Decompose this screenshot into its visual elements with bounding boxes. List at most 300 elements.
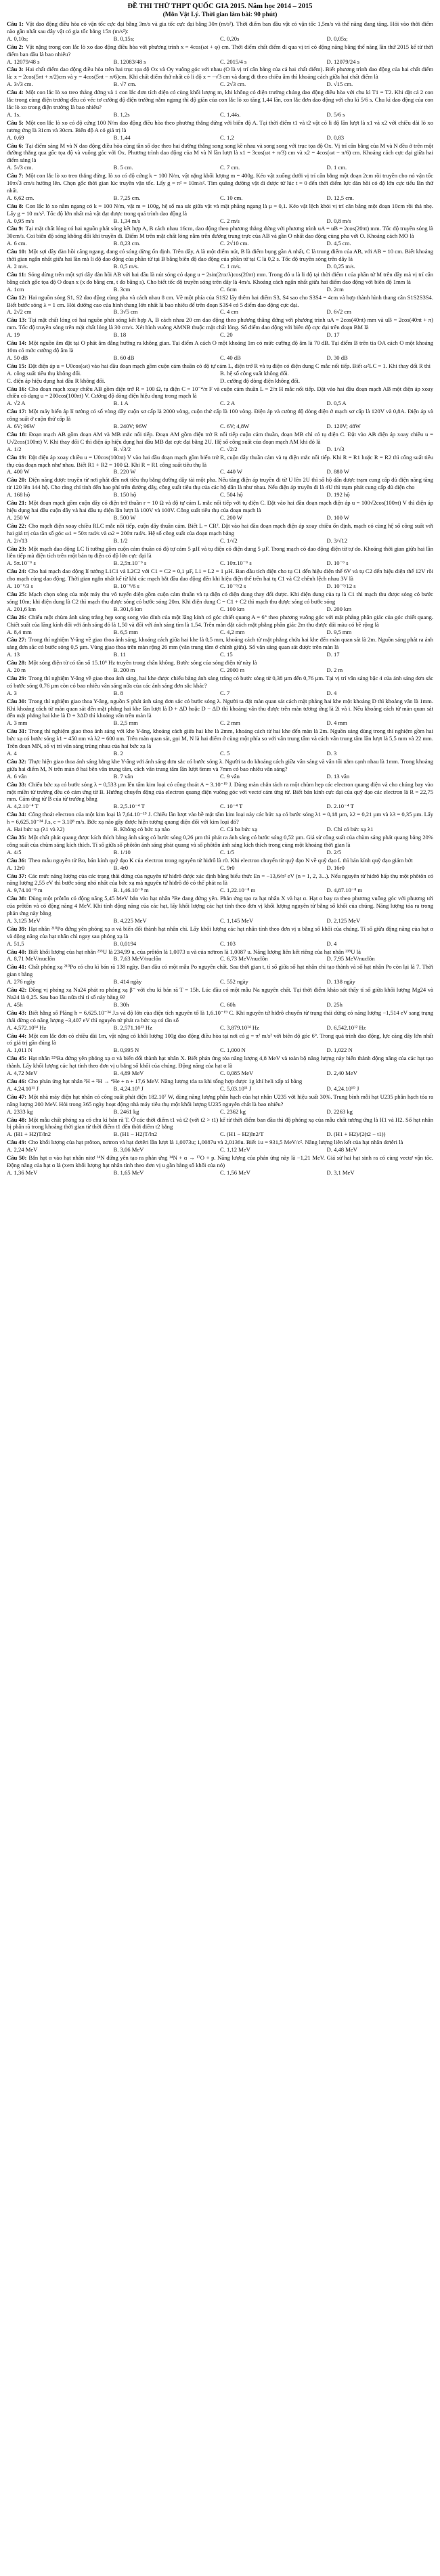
answer-options bbox=[7, 468, 433, 476]
question-text: Đặt điện áp xoay chiều u = U0cos(100πt) V vào hai đầu đoạn mạch gồm biến trở R, cuộn dây thuần cảm và tụ điện mắc nối tiếp. Khi R = R1 hoặc R = R2 thì công suất tiêu thụ của đoạn mạch như nhau. Biết R1 + R2 = 100 Ω. Khi R = R1 công suất tiêu thụ là bbox=[7, 453, 433, 468]
question-number: Câu 28: bbox=[7, 659, 26, 667]
question-number: Câu 11: bbox=[7, 270, 26, 278]
answer-option: A. 4,572.10¹⁴ Hz bbox=[7, 1023, 47, 1031]
answer-option: A. 12079/48 s bbox=[7, 58, 40, 65]
answer-options bbox=[7, 826, 433, 833]
answer-option: A. 0,69 bbox=[7, 133, 24, 141]
answer-option: B. 4,89 MeV bbox=[113, 1070, 144, 1077]
answer-option: C. 552 ngày bbox=[220, 978, 248, 986]
answer-option: A. 400 W bbox=[7, 468, 30, 476]
question-item bbox=[7, 1032, 433, 1055]
question-item bbox=[7, 986, 433, 1009]
question-item bbox=[7, 727, 433, 757]
question-number: Câu 34: bbox=[7, 811, 26, 818]
answer-option: A. 2333 kg bbox=[7, 1107, 33, 1115]
answer-option: D. 4,87.10⁻⁸ m bbox=[326, 887, 363, 894]
answer-option: B. 301,6 km bbox=[113, 605, 142, 612]
question-text: Cho đoạn mạch xoay chiều AB gồm điện trở R = 100 Ω, tụ điện C = 10⁻⁴/π F và cuộn cảm thuần L = 2/π H mắc nối tiếp. Đặt vào hai đầu đoạn mạch AB một điện áp xoay chiều có dạng u = 200cos(100πt) V. Cường độ dòng điện hiệu dụng trong mạch là bbox=[7, 385, 433, 400]
answer-option: C. 1,12 MeV bbox=[220, 1146, 250, 1154]
question-number: Câu 13: bbox=[7, 316, 27, 324]
answer-option: B. 500 W bbox=[113, 513, 136, 521]
question-number: Câu 31: bbox=[7, 727, 27, 735]
question-text: Một sóng điện từ có tần số 15.10⁶ Hz truyền trong chân không. Bước sóng của sóng điện từ này là bbox=[28, 659, 257, 667]
question-item bbox=[7, 811, 433, 833]
answer-option: C. 20 bbox=[220, 331, 233, 339]
question-text: Trong thí nghiệm Y-âng về giao thoa ánh sáng, hai khe được chiếu bằng ánh sáng trắng có bước sóng từ 0,38 µm đến 0,76 µm. Tại vị trí vân sáng bậc 4 của ánh sáng đơn sắc có bước sóng 0,76 µm còn có bao nhiêu vân sáng nữa của các ánh sáng đơn sắc khác? bbox=[7, 674, 434, 689]
question-number: Câu 38: bbox=[7, 895, 27, 902]
question-item bbox=[7, 857, 433, 872]
question-item bbox=[7, 872, 433, 895]
answer-option: D. 4 bbox=[326, 689, 337, 696]
question-item bbox=[7, 895, 433, 925]
question-number: Câu 9: bbox=[7, 225, 24, 232]
question-text: Biết hằng số Plăng h = 6,625.10⁻³⁴ J.s và độ lớn của điện tích nguyên tố là 1,6.10⁻¹⁹ C. Khi nguyên tử hiđrô chuyển từ trạng thái dừng có năng lượng −1,514 eV sang trạng thái dừng có năng lượng −3,407 eV thì nguyên tử phát ra bức xạ có tần số bbox=[7, 1009, 433, 1023]
question-number: Câu 24: bbox=[7, 568, 26, 575]
answer-option: C. 1,56 MeV bbox=[220, 1168, 250, 1176]
question-item bbox=[7, 1078, 433, 1093]
question-text: Một con lắc lò xo treo thẳng đứng và 1 con lắc đơn tích điện có cùng khối lượng m, khi không có điện trường chúng dao động điều hòa với chu kì T1 = T2. Khi đặt cả 2 con lắc trong cùng điện trường đều có véc tơ cường độ điện trường nằm ngang thì độ giãn của con lắc lò xo tăng 1,44 lần, con lắc đơn dao động với chu kì 5/6 s. Chu kì dao động của con lắc lò xo trong điện trường là bao nhiêu? bbox=[7, 89, 433, 110]
answer-option: C. 2362 kg bbox=[220, 1107, 246, 1115]
question-item bbox=[7, 758, 433, 780]
question-number: Câu 40: bbox=[7, 948, 26, 955]
answer-options bbox=[7, 955, 433, 963]
question-item bbox=[7, 1093, 433, 1116]
answer-option: D. 2,125 MeV bbox=[326, 916, 361, 924]
answer-option: A. 3 mm bbox=[7, 719, 28, 727]
answer-option: B. 1 A bbox=[113, 400, 129, 407]
question-text: Cho mạch điện xoay chiều RLC mắc nối tiếp, cuộn dây thuần cảm. Biết L = CR². Đặt vào hai đầu đoạn mạch điện áp xoay chiều ổn định, mạch có cùng hệ số công suất với hai giá trị của tần số góc ω1 = 50π rad/s và ω2 = 200π rad/s. Hệ số công suất của đoạn mạch bằng bbox=[7, 522, 433, 536]
question-number: Câu 32: bbox=[7, 757, 26, 765]
answer-option: A. 250 W bbox=[7, 513, 30, 521]
answer-option: B. 7 vân bbox=[113, 772, 133, 780]
answer-option: C. 3,879.10¹⁴ Hz bbox=[220, 1023, 259, 1031]
answer-options bbox=[7, 240, 433, 247]
question-text: Bắn hạt α vào hạt nhân nitơ ¹⁴N đứng yên tạo ra phản ứng ¹⁴N + α → ¹⁷O + p. Năng lượng của phản ứng này là −1,21 MeV. Giả sử hai hạt sinh ra có cùng vectơ vận tốc. Động năng của hạt α là (xem khối lượng hạt nhân tính theo đơn vị u gần bằng số khối của nó) bbox=[7, 1154, 434, 1168]
answer-option: B. 5 cm. bbox=[113, 164, 133, 171]
answer-option: B. 3cm bbox=[113, 285, 131, 293]
question-item bbox=[7, 948, 433, 963]
answer-option: C. √2/2 bbox=[220, 445, 238, 452]
question-item bbox=[7, 316, 433, 339]
answer-options bbox=[7, 651, 433, 658]
answer-option: C. 1/√2 bbox=[220, 536, 238, 544]
answer-option: D. 3,1 MeV bbox=[326, 1168, 355, 1176]
question-item bbox=[7, 614, 433, 636]
answer-option: B. 2461 kg bbox=[113, 1107, 139, 1115]
answer-option: C. 100 km bbox=[220, 605, 245, 612]
answer-options bbox=[7, 667, 433, 674]
answer-option: C. 15 bbox=[220, 651, 233, 658]
question-item bbox=[7, 43, 433, 66]
answer-options bbox=[7, 849, 433, 856]
question-text: Một nguồn âm đặt tại O phát âm đẳng hướng ra không gian. Tại điểm A cách O một khoảng 1m có mức cường độ âm là 70 dB. Tại điểm B trên tia OA cách O một khoảng 10m có mức cường độ âm là bbox=[7, 339, 433, 354]
question-text: Hai nguồn sóng S1, S2 dao động cùng pha và cách nhau 8 cm. Về một phía của S1S2 lấy thêm hai điểm S3, S4 sao cho S3S4 = 4cm và hợp thành hình thang cân S1S2S3S4. Biết bước sóng λ = 1 cm. Hỏi đường cao của hình thang lớn nhất là bao nhiêu để trên đoạn S3S4 có 5 điểm dao động cực đại. bbox=[7, 293, 433, 308]
answer-option: C. 7 cm. bbox=[220, 164, 240, 171]
answer-option: C. 2015/4 s bbox=[220, 58, 247, 65]
answer-option: C. 5,03.10¹¹ J bbox=[220, 1084, 252, 1092]
answer-option: C. 0,20s bbox=[220, 35, 240, 42]
answer-options bbox=[7, 750, 433, 757]
answer-option: D. 200 km bbox=[326, 605, 352, 612]
answer-option: C. (H1 − H2)ln2/T bbox=[220, 1131, 264, 1138]
answer-option: A. 6 vân bbox=[7, 772, 27, 780]
question-text: Một con lắc lò xo treo thẳng đứng, lò xo có độ cứng k = 100 N/m, vật nặng khối lượng m = 400g. Kéo vật xuống dưới vị trí cân bằng một đoạn 2cm rồi truyền cho nó vận tốc 10π√3 cm/s hướng lên. Chọn gốc thời gian lúc truyền vận tốc. Lấy g = π² = 10m/s². Tìm quãng đường vật đi được từ lúc t = 0 đến thời điểm lực đàn hồi có độ lớn cực tiểu lần thứ nhất. bbox=[7, 172, 434, 194]
question-item bbox=[7, 172, 433, 202]
answer-option: A. (H1 + H2)T/ln2 bbox=[7, 1131, 51, 1138]
answer-option: D. 17 bbox=[326, 651, 340, 658]
answer-option: A. 2,24 MeV bbox=[7, 1146, 38, 1154]
answer-options bbox=[7, 134, 433, 142]
answer-option: C. 2 mm bbox=[220, 719, 240, 727]
question-number: Câu 49: bbox=[7, 1139, 26, 1146]
question-number: Câu 19: bbox=[7, 453, 27, 461]
question-number: Câu 8: bbox=[7, 202, 24, 209]
answer-option: C. 1,2 bbox=[220, 133, 234, 141]
question-text: Cho khối lượng của hạt prôton, nơtron và hạt đơtêri lần lượt là 1,0073u; 1,0087u và 2,0136u. Biết 1u = 931,5 MeV/c². Năng lượng liên kết của hạt nhân đơtêri là bbox=[28, 1139, 403, 1146]
answer-option: C. 1,000 N bbox=[220, 1047, 246, 1054]
question-text: Thực hiện giao thoa ánh sáng bằng khe Y-âng với ánh sáng đơn sắc có bước sóng λ. Người ta đo khoảng cách giữa vân sáng và vân tối nằm cạnh nhau là 1mm. Trong khoảng giữa hai điểm M, N trên màn ở hai bên vân trung tâm, cách vân trung tâm lần lượt 6mm và 7mm có bao nhiêu vân sáng? bbox=[7, 757, 433, 772]
question-item bbox=[7, 522, 433, 545]
answer-option: B. 4,225 MeV bbox=[113, 916, 147, 924]
answer-option: D. 10⁻⁶/12 s bbox=[326, 583, 356, 590]
answer-option: D. 0,5 A bbox=[326, 400, 347, 407]
answer-option: A. 0,95 m/s bbox=[7, 217, 35, 224]
question-text: Một đoạn mạch gồm cuộn dây có điện trở thuần r = 10 Ω và độ tự cảm L mắc nối tiếp với tụ điện C. Đặt vào hai đầu đoạn mạch điện áp u = 100√2cos(100πt) V thì điện áp hiệu dụng hai đầu cuộn dây và hai đầu tụ điện lần lượt là 100V và 100V. Công suất tiêu thụ của đoạn mạch là bbox=[7, 499, 433, 513]
question-item bbox=[7, 963, 433, 986]
exam-subtitle: (Môn Vật Lý. Thời gian làm bài: 90 phút) bbox=[162, 12, 278, 18]
answer-option: D. 16r0 bbox=[326, 864, 345, 871]
answer-option: B. 8 bbox=[113, 689, 123, 696]
answer-option: A. √2 A bbox=[7, 400, 26, 407]
answer-option: A. 1cm bbox=[7, 285, 24, 293]
answer-option: A. công suất tiêu thụ không đổi. bbox=[7, 369, 82, 377]
answer-options bbox=[7, 354, 433, 362]
answer-option: B. 414 ngày bbox=[113, 978, 142, 986]
answer-option: D. 4 mm bbox=[326, 719, 347, 727]
question-text: Một nhà máy điện hạt nhân có công suất phát điện 182.10⁷ W, dùng năng lượng phân hạch của hạt nhân U235 với hiệu suất 30%. Trung bình mỗi hạt U235 phân hạch tỏa ra năng lượng 200 MeV. Hỏi trong 365 ngày hoạt động nhà máy tiêu thụ một khối lượng U235 nguyên chất là bao nhiêu? bbox=[7, 1093, 433, 1107]
answer-options bbox=[7, 58, 433, 66]
answer-options bbox=[7, 514, 433, 522]
answer-options bbox=[7, 1085, 433, 1093]
answer-option: D. 0,8 m/s bbox=[326, 217, 351, 224]
answer-option: D. 6√2 cm bbox=[326, 308, 351, 316]
answer-option: C. 103 bbox=[220, 939, 236, 947]
question-item bbox=[7, 1154, 433, 1177]
answer-options bbox=[7, 263, 433, 270]
answer-option: B. 200 m bbox=[113, 667, 135, 674]
answer-option: C. 5 bbox=[220, 750, 230, 757]
answer-option: A. 168 hộ bbox=[7, 491, 30, 499]
answer-option: C. 9 vân bbox=[220, 772, 240, 780]
answer-options bbox=[7, 887, 433, 894]
answer-option: A. 2 m/s. bbox=[7, 263, 28, 270]
question-item bbox=[7, 431, 433, 453]
answer-option: D. √15 cm. bbox=[326, 81, 353, 88]
answer-option: D. 7,95 MeV/nuclôn bbox=[326, 955, 375, 963]
answer-option: D. 3/√12 bbox=[326, 536, 347, 544]
answer-options bbox=[7, 164, 433, 171]
answer-options bbox=[7, 537, 433, 545]
question-number: Câu 25: bbox=[7, 590, 27, 597]
answer-option: D. 30 dB bbox=[326, 354, 348, 361]
answer-option: B. 1,34 m/s bbox=[113, 217, 141, 224]
answer-option: C. 2000 m bbox=[220, 667, 245, 674]
answer-option: A. 9,74.10⁻⁸ m bbox=[7, 887, 43, 894]
answer-option: A. 4,72 MeV bbox=[7, 1070, 38, 1077]
question-text: Một con lắc đơn có chiều dài 1m, vật nặng có khối lượng 100g dao động điều hòa tại nơi có g = π² m/s² với biên độ góc 6°. Trong quá trình dao động, lực căng dây lớn nhất có giá trị gần đúng là bbox=[7, 1032, 433, 1047]
answer-option: C. 2 m/s bbox=[220, 217, 240, 224]
answer-option: D. 120V; 48W bbox=[326, 423, 361, 430]
answer-option: C. 1 m/s. bbox=[220, 263, 242, 270]
answer-options bbox=[7, 690, 433, 697]
question-item bbox=[7, 1055, 433, 1077]
answer-option: A. 4,2.10⁻⁴ T bbox=[7, 803, 39, 810]
answer-option: B. 240V; 96W bbox=[113, 423, 148, 430]
answer-option: A. 13 bbox=[7, 651, 20, 658]
question-number: Câu 48: bbox=[7, 1116, 27, 1123]
question-number: Câu 29: bbox=[7, 674, 26, 681]
answer-options bbox=[7, 803, 433, 810]
answer-options bbox=[7, 583, 433, 590]
answer-option: B. 8,23 cm. bbox=[113, 240, 141, 247]
answer-option: A. 45h bbox=[7, 1000, 23, 1008]
answer-option: A. 50 dB bbox=[7, 354, 28, 361]
answer-option: B. 7,25 cm. bbox=[113, 194, 141, 201]
question-number: Câu 21: bbox=[7, 499, 27, 507]
question-text: Con lắc lò xo nằm ngang có k = 100 N/m, vật m = 100g, hệ số ma sát giữa vật và mặt phẳng ngang là µ = 0,1. Kéo vật lệch khỏi vị trí cân bằng một đoạn 10cm rồi thả nhẹ. Lấy g = 10 m/s². Tốc độ lớn nhất mà vật đạt được trong quá trình dao động là bbox=[7, 202, 434, 217]
answer-option: A. 10⁻⁶/3 s bbox=[7, 583, 33, 590]
answer-option: D. (H1 + H2)/(2(t2 − t1)) bbox=[326, 1131, 386, 1138]
question-item bbox=[7, 454, 433, 476]
question-item bbox=[7, 499, 433, 522]
question-text: Hạt nhân ²¹⁰Po đứng yên phóng xạ α và biến đổi thành hạt nhân chì. Lấy khối lượng các hạt nhân tính theo đơn vị u bằng số khối của chúng. Tỉ số giữa động năng của hạt α và động năng của hạt nhân chì ngay sau phóng xạ là bbox=[7, 925, 433, 939]
answer-option: C. 10 cm. bbox=[220, 194, 243, 201]
answer-option: B. 11 bbox=[113, 651, 126, 658]
answer-option: D. 5/6 s bbox=[326, 110, 345, 118]
answer-option: A. 4/5 bbox=[7, 848, 22, 856]
question-text: Công thoát electron của một kim loại là 7,64.10⁻¹⁹ J. Chiếu lần lượt vào bề mặt tấm kim loại này các bức xạ có bước sóng λ1 = 0,18 µm, λ2 = 0,21 µm và λ3 = 0,35 µm. Lấy h = 6,625.10⁻³⁴ J.s, c = 3.10⁸ m/s. Bức xạ nào gây được hiện tượng quang điện đối với kim loại đó? bbox=[7, 811, 433, 826]
question-item bbox=[7, 248, 433, 270]
question-text: Chiếu một chùm ánh sáng trắng hẹp song song vào đỉnh của một lăng kính có góc chiết quang A = 6° theo phương vuông góc với mặt phẳng phân giác của góc chiết quang. Chiết suất của lăng kính đối với ánh sáng đỏ là 1,50 và đối với ánh sáng tím là 1,54. Trên màn đặt cách mặt phẳng phân giác 2m thu được dải màu có bề rộng là bbox=[7, 613, 434, 628]
question-number: Câu 16: bbox=[7, 385, 27, 392]
question-number: Câu 10: bbox=[7, 248, 26, 255]
answer-option: C. 440 W bbox=[220, 468, 243, 476]
answer-option: D. 4,5 cm. bbox=[326, 240, 351, 247]
answer-option: D. 12079/24 s bbox=[326, 58, 359, 65]
answer-option: B. 220 W bbox=[113, 468, 136, 476]
answer-option: A. 1/2 bbox=[7, 445, 22, 452]
answer-option: C. 7 bbox=[220, 689, 230, 696]
answer-options bbox=[7, 1108, 433, 1116]
question-number: Câu 39: bbox=[7, 925, 27, 932]
answer-option: A. 5π.10⁻⁶ s bbox=[7, 559, 36, 567]
exam-header bbox=[7, 3, 433, 19]
question-text: Hạt nhân ²²⁶Ra đứng yên phóng xạ α và biến đổi thành hạt nhân X. Biết phản ứng tỏa năng lượng 4,8 MeV và toàn bộ năng lượng này biến thành động năng của các hạt tạo thành. Lấy khối lượng các hạt tính theo đơn vị u bằng số khối của chúng. Động năng của hạt α là bbox=[7, 1055, 433, 1070]
question-number: Câu 15: bbox=[7, 362, 26, 369]
answer-option: D. 25h bbox=[326, 1000, 343, 1008]
answer-option: B. 30h bbox=[113, 1000, 129, 1008]
answer-option: D. Chỉ có bức xạ λ1 bbox=[326, 826, 374, 833]
answer-options bbox=[7, 286, 433, 293]
answer-option: B. 6,5 mm bbox=[113, 628, 138, 635]
question-number: Câu 50: bbox=[7, 1154, 27, 1162]
answer-options bbox=[7, 423, 433, 430]
question-number: Câu 27: bbox=[7, 636, 26, 643]
question-item bbox=[7, 659, 433, 674]
question-number: Câu 3: bbox=[7, 66, 24, 73]
question-item bbox=[7, 119, 433, 142]
answer-option: D. 1/√3 bbox=[326, 445, 345, 452]
answer-option: B. √7 cm. bbox=[113, 81, 137, 88]
answer-options bbox=[7, 629, 433, 636]
question-item bbox=[7, 362, 433, 385]
answer-options bbox=[7, 978, 433, 986]
answer-option: D. 4 bbox=[326, 939, 337, 947]
exam-title: ĐỀ THI THỬ THPT QUỐC GIA 2015. Năm học 2014 – 2015 bbox=[127, 3, 313, 10]
answer-options bbox=[7, 81, 433, 88]
question-text: Một con lắc lò xo có độ cứng 100 N/m dao động điều hòa theo phương thẳng đứng với biên độ A. Tại thời điểm t1 và t2 vật có li độ lần lượt là x1 và x2 với chiều dài lò xo tương ứng là 31cm và 30cm. Biên độ A có giá trị là bbox=[7, 119, 433, 133]
answer-option: B. 2,5.10⁻⁴ T bbox=[113, 803, 145, 810]
answer-option: B. 4,24.10⁵ J bbox=[113, 1084, 144, 1092]
answer-option: A. 51,5 bbox=[7, 939, 24, 947]
answer-option: A. 19 bbox=[7, 331, 20, 339]
question-item bbox=[7, 271, 433, 293]
answer-option: D. 2,40 MeV bbox=[326, 1070, 357, 1077]
answer-option: D. 10⁻⁶ s bbox=[326, 559, 349, 567]
answer-options bbox=[7, 606, 433, 613]
answer-options bbox=[7, 1146, 433, 1154]
answer-option: A. 3 bbox=[7, 689, 17, 696]
answer-option: A. 1s. bbox=[7, 110, 21, 118]
question-item bbox=[7, 66, 433, 88]
answer-option: B. (H1 − H2)T/ln2 bbox=[113, 1131, 158, 1138]
answer-option: B. 60 dB bbox=[113, 354, 135, 361]
answer-option: A. 1,36 MeV bbox=[7, 1168, 38, 1176]
question-text: Một máy biến áp lí tưởng có số vòng dây cuộn sơ cấp là 2000 vòng, cuộn thứ cấp là 100 vòng. Điện áp và cường độ dòng điện ở mạch sơ cấp là 120V và 0,8A. Điện áp và công suất ở cuộn thứ cấp là bbox=[7, 408, 433, 423]
question-text: Dùng một prôtôn có động năng 5,45 MeV bắn vào hạt nhân ⁹Be đang đứng yên. Phản ứng tạo ra hạt nhân X và hạt α. Hạt α bay ra theo phương vuông góc với phương tới của prôtôn và có động năng 4 MeV. Khi tính động năng của các hạt, lấy khối lượng các hạt tính theo đơn vị khối lượng nguyên tử bằng số khối của chúng. Năng lượng tỏa ra trong phản ứng này bằng bbox=[7, 895, 434, 917]
answer-option: B. 10⁻⁶/6 s bbox=[113, 583, 139, 590]
question-item bbox=[7, 925, 433, 948]
answer-option: D. 3 bbox=[326, 750, 337, 757]
answer-option: A. 20 m bbox=[7, 667, 26, 674]
question-item bbox=[7, 1009, 433, 1032]
answer-options bbox=[7, 773, 433, 780]
answer-option: C. 9r0 bbox=[220, 864, 235, 871]
question-item bbox=[7, 698, 433, 727]
answer-option: A. Hai bức xạ (λ1 và λ2) bbox=[7, 826, 65, 833]
answer-options bbox=[7, 194, 433, 202]
answer-option: A. 0,10s; bbox=[7, 35, 28, 42]
answer-option: A. 5√3 cm. bbox=[7, 164, 33, 171]
answer-options bbox=[7, 864, 433, 872]
question-number: Câu 22: bbox=[7, 522, 27, 529]
question-number: Câu 17: bbox=[7, 408, 27, 415]
answer-options bbox=[7, 1131, 433, 1138]
question-text: Một mẫu chất phóng xạ có chu kì bán rã T. Ở các thời điểm t1 và t2 (với t2 > t1) kể từ thời điểm ban đầu thì độ phóng xạ của mẫu chất tương ứng là H1 và H2. Số hạt nhân bị phân rã trong khoảng thời gian từ thời điểm t1 đến thời điểm t2 bằng bbox=[7, 1116, 434, 1131]
question-text: Đoạn mạch AB gồm đoạn AM và MB mắc nối tiếp. Đoạn AM gồm điện trở R nối tiếp cuộn cảm thuần, đoạn MB chỉ có tụ điện C. Đặt vào AB điện áp xoay chiều u = U√2cos(100πt) V. Khi thay đổi C thì điện áp hiệu dụng hai đầu MB đạt cực đại bằng 2U. Hệ số công suất của đoạn mạch AM khi đó là bbox=[7, 430, 433, 445]
question-number: Câu 45: bbox=[7, 1055, 27, 1062]
answer-option: D. 100 W bbox=[326, 513, 349, 521]
question-text: Một sợi dây đàn hồi căng ngang, đang có sóng dừng ổn định. Trên dây, A là một điểm nút, B là điểm bụng gần A nhất, C là trung điểm của AB, với AB = 10 cm. Biết khoảng thời gian ngắn nhất giữa hai lần mà li độ dao động của phần tử tại B bằng biên độ dao động của phần tử tại C là 0,2 s. Tốc độ truyền sóng trên dây là bbox=[7, 248, 433, 263]
answer-option: C. 6,73 MeV/nuclôn bbox=[220, 955, 268, 963]
answer-option: C. 10π.10⁻⁶ s bbox=[220, 559, 252, 567]
answer-option: B. 7,63 MeV/nuclôn bbox=[113, 955, 162, 963]
answer-option: C. 0,085 MeV bbox=[220, 1070, 254, 1077]
question-text: Theo mẫu nguyên tử Bo, bán kính quỹ đạo K của electron trong nguyên tử hiđrô là r0. Khi electron chuyển từ quỹ đạo N về quỹ đạo L thì bán kính quỹ đạo giảm bớt bbox=[28, 856, 413, 864]
question-number: Câu 37: bbox=[7, 872, 26, 879]
answer-option: A. 276 ngày bbox=[7, 978, 36, 986]
answer-option: D. 0,25 m/s. bbox=[326, 263, 355, 270]
question-item bbox=[7, 20, 433, 43]
answer-option: B. 1,44 bbox=[113, 133, 131, 141]
answer-option: A. 3√3 cm. bbox=[7, 81, 33, 88]
question-text: Chất phóng xạ ²¹⁰Po có chu kì bán rã 138 ngày. Ban đầu có một mẫu Po nguyên chất. Sau thời gian t, tỉ số giữa số hạt nhân chì tạo thành và số hạt nhân Po còn lại là 7. Thời gian t bằng bbox=[7, 963, 433, 978]
answer-option: C. 60h bbox=[220, 1000, 236, 1008]
question-list bbox=[7, 20, 433, 1177]
question-item bbox=[7, 545, 433, 568]
answer-option: A. 6V; 96W bbox=[7, 423, 35, 430]
answer-option: B. 2,5 mm bbox=[113, 719, 138, 727]
answer-option: C. 1/5 bbox=[220, 848, 235, 856]
question-text: Hai chất điểm dao động điều hòa trên hai trục tọa độ Ox và Oy vuông góc với nhau (O là vị trí cân bằng của cả hai chất điểm). Biết phương trình dao động của hai chất điểm là: x = 2cos(5πt + π/2)cm và y = 4cos(5πt − π/6)cm. Khi chất điểm thứ nhất có li độ x = −√3 cm và đang đi theo chiều âm thì khoảng cách giữa hai chất điểm là bbox=[7, 66, 434, 81]
question-item bbox=[7, 834, 433, 856]
question-text: Đặt điện áp u = U0cos(ωt) vào hai đầu đoạn mạch gồm cuộn cảm thuần có độ tự cảm L, điện trở R và tụ điện có điện dung C mắc nối tiếp. Biết ω²LC = 1. Khi thay đổi R thì bbox=[28, 362, 431, 369]
answer-option: C. 4 cm bbox=[220, 308, 238, 316]
question-text: Sóng dừng trên một sợi dây đàn hồi AB với hai đầu là nút sóng có dạng u = 2sin(2πx/λ)cos(20πt) mm. Trong đó u là li độ tại thời điểm t của phần tử M trên dây mà vị trí cân bằng cách gốc tọa độ O đoạn x (x đo bằng cm, t đo bằng s). Cho biết tốc độ truyền sóng trên dây là 4m/s. Khoảng cách ngắn nhất giữa hai điểm dao động với biên độ 1mm là bbox=[7, 270, 433, 285]
answer-option: D. 17 bbox=[326, 331, 340, 339]
question-text: Tại mặt chất lỏng có hai nguồn phát sóng kết hợp A, B cách nhau 20 cm dao động theo phương thẳng đứng với phương trình uA = 2cos(40πt) mm và uB = 2cos(40πt + π) mm. Tốc độ truyền sóng trên mặt chất lỏng là 30 cm/s. Xét hình vuông AMNB thuộc mặt chất lỏng. Số điểm dao động với biên độ cực đại trên đoạn BM là bbox=[7, 316, 433, 331]
answer-option: B. 0,15s; bbox=[113, 35, 135, 42]
answer-options bbox=[7, 491, 433, 499]
answer-option: C. 6V; 4,8W bbox=[220, 423, 250, 430]
question-item bbox=[7, 408, 433, 430]
question-text: Một mạch dao động LC lí tưởng gồm cuộn cảm thuần có độ tự cảm 5 µH và tụ điện có điện dung 5 µF. Trong mạch có dao động điện từ tự do. Khoảng thời gian giữa hai lần liên tiếp mà điện tích trên một bản tụ điện có độ lớn cực đại là bbox=[7, 545, 434, 559]
question-item bbox=[7, 568, 433, 590]
answer-options bbox=[7, 559, 433, 567]
answer-option: B. 1/2 bbox=[113, 536, 128, 544]
answer-option: B. 4r0 bbox=[113, 864, 128, 871]
answer-option: A. 1,011 N bbox=[7, 1047, 32, 1054]
answer-option: B. 18 bbox=[113, 331, 127, 339]
question-text: Trong thí nghiệm Y-âng về giao thoa ánh sáng, khoảng cách giữa hai khe là 0,5 mm, khoảng cách từ mặt phẳng chứa hai khe đến màn quan sát là 2m. Nguồn sáng phát ra ánh sáng đơn sắc có bước sóng 0,5 µm. Vùng giao thoa trên màn rộng 26 mm (vân trung tâm ở chính giữa). Số vân sáng quan sát được trên màn là bbox=[7, 636, 433, 651]
answer-option: D. 192 hộ bbox=[326, 491, 350, 499]
question-text: Trong thí nghiệm giao thoa Y-âng, nguồn S phát ánh sáng đơn sắc có bước sóng λ. Người ta đặt màn quan sát cách mặt phẳng hai khe một khoảng D thì khoảng vân là 1mm. Khi khoảng cách từ màn quan sát đến mặt phẳng hai khe lần lượt là D + ΔD hoặc D − ΔD thì khoảng vân thu được trên màn tương ứng là 2i và i. Nếu khoảng cách từ màn quan sát đến mặt phẳng hai khe là D + 3ΔD thì khoảng vân trên màn là bbox=[7, 697, 433, 719]
answer-options bbox=[7, 400, 433, 407]
answer-option: C. 6cm bbox=[220, 285, 237, 293]
question-number: Câu 44: bbox=[7, 1032, 27, 1039]
question-text: Cho phản ứng hạt nhân ³H + ²H → ⁴He + n + 17,6 MeV. Năng lượng tỏa ra khi tổng hợp được 1g khí heli xấp xỉ bằng bbox=[28, 1077, 303, 1084]
answer-option: C. 200 W bbox=[220, 513, 243, 521]
answer-option: C. 4,2 mm bbox=[220, 628, 245, 635]
question-number: Câu 23: bbox=[7, 545, 26, 552]
question-number: Câu 18: bbox=[7, 430, 27, 438]
question-number: Câu 33: bbox=[7, 780, 27, 788]
answer-option: D. 4,48 MeV bbox=[326, 1146, 357, 1154]
answer-option: D. 2/5 bbox=[326, 848, 341, 856]
answer-option: A. 2√2 cm bbox=[7, 308, 32, 316]
answer-option: A. 6,62 cm. bbox=[7, 194, 35, 201]
answer-option: D. 2 m bbox=[326, 667, 343, 674]
answer-option: D. 2263 kg bbox=[326, 1107, 353, 1115]
answer-options bbox=[7, 1169, 433, 1177]
answer-options bbox=[7, 719, 433, 727]
answer-option: C. 1,22.10⁻⁸ m bbox=[220, 887, 256, 894]
answer-option: A. 2/√13 bbox=[7, 536, 28, 544]
question-item bbox=[7, 225, 433, 247]
question-text: Biết khối lượng của hạt nhân ²³⁵U là 234,99 u, của prôtôn là 1,0073 u và của nơtron là 1,0087 u. Năng lượng liên kết riêng của hạt nhân ²³⁵U là bbox=[28, 948, 361, 955]
answer-option: B. 150 hộ bbox=[113, 491, 137, 499]
question-text: Điện năng được truyền từ nơi phát đến nơi tiêu thụ bằng đường dây tải một pha. Nếu tăng điện áp truyền đi từ U lên 2U thì số hộ dân được trạm cung cấp đủ điện năng tăng từ 120 lên 144 hộ. Cho rằng chỉ tính đến hao phí trên đường dây, công suất tiêu thụ của các hộ dân là như nhau. Nếu điện áp truyền đi là 4U thì trạm phát cung cấp đủ điện cho bbox=[7, 476, 434, 491]
